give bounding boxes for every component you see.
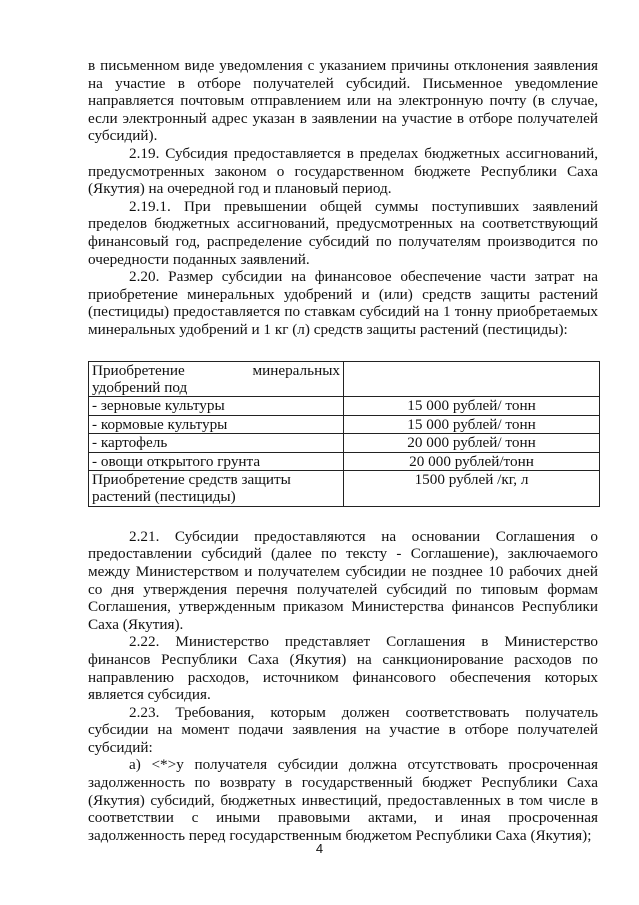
paragraph-2-23: 2.23. Требования, которым должен соответствовать получатель субсидии на момент подачи заявления на участие в отборе получателей субсидий: xyxy=(88,703,598,756)
paragraph-2-22: 2.22. Министерство представляет Соглашения в Министерство финансов Республики Саха (Якутия) на санкционирование расходов по направлению расходов, источником финансового обеспечения которых является субсидия. xyxy=(88,633,598,704)
paragraph-rejection-notice: в письменном виде уведомления с указанием причины отклонения заявления на участие в отборе получателей субсидий. Письменное уведомление направляется почтовым отправлением или на электронную почту (в случае, если электронный адрес указан в заявлении на участие в отборе получателей субсидий). xyxy=(88,57,598,145)
paragraph-2-23-a: а) <*>у получателя субсидии должна отсутствовать просроченная задолженность по возврату в государственный бюджет Республики Саха (Якутия) субсидий, бюджетных инвестиций, предоставленных в том числе в соответствии с иными правовыми актами, и иная просроченная задолженность перед государственным бюджетом Республики Саха (Якутия); xyxy=(88,756,598,844)
table-footer-item: Приобретение средств защиты растений (пестициды) xyxy=(89,470,344,506)
table-cell-item: - кормовые культуры xyxy=(89,415,344,433)
table-cell-rate: 15 000 рублей/ тонн xyxy=(344,397,600,415)
table-cell-item: - овощи открытого грунта xyxy=(89,452,344,470)
table-cell-rate: 20 000 рублей/тонн xyxy=(344,452,600,470)
document-page xyxy=(88,57,598,844)
table-footer-rate: 1500 рублей /кг, л xyxy=(344,470,600,506)
table-header-rate xyxy=(344,361,600,397)
table-row xyxy=(89,434,600,452)
table-cell-rate: 15 000 рублей/ тонн xyxy=(344,415,600,433)
paragraph-2-19: 2.19. Субсидия предоставляется в пределах бюджетных ассигнований, предусмотренных законом о государственном бюджете Республики Саха (Якутия) на очередной год и плановый период. xyxy=(88,144,598,198)
paragraph-2-20: 2.20. Размер субсидии на финансовое обеспечение части затрат на приобретение минеральных удобрений и (или) средств защиты растений (пестициды) предоставляется по ставкам субсидий на 1 тонну приобретаемых минеральных удобрений и 1 кг (л) средств защиты растений (пестициды): xyxy=(88,268,598,338)
table-cell-item: - зерновые культуры xyxy=(89,397,344,415)
table-header-item: Приобретение минеральных удобрений под xyxy=(89,361,344,397)
table-cell-item: - картофель xyxy=(89,434,344,452)
paragraph-2-21: 2.21. Субсидии предоставляются на основании Соглашения о предоставлении субсидий (далее по тексту - Соглашение), заключаемого между Министерством и получателем субсидии не позднее 10 рабочих дней со дня утверждения перечня получателей субсидий по типовым формам Соглашения, утвержденным приказом Министерства финансов Республики Саха (Якутия). xyxy=(88,527,598,633)
page-number: 4 xyxy=(315,841,324,856)
paragraph-2-19-1: 2.19.1. При превышении общей суммы поступивших заявлений пределов бюджетных ассигнований, предусмотренных на соответствующий финансовый год, распределение субсидий по получателям производится по очередности поданных заявлений. xyxy=(88,197,598,268)
table-row xyxy=(89,397,600,415)
table-cell-rate: 20 000 рублей/ тонн xyxy=(344,434,600,452)
table-footer-row xyxy=(89,470,600,506)
table-header-row xyxy=(89,361,600,397)
table-row xyxy=(89,415,600,433)
subsidy-rates-table xyxy=(88,361,600,507)
table-row xyxy=(89,452,600,470)
